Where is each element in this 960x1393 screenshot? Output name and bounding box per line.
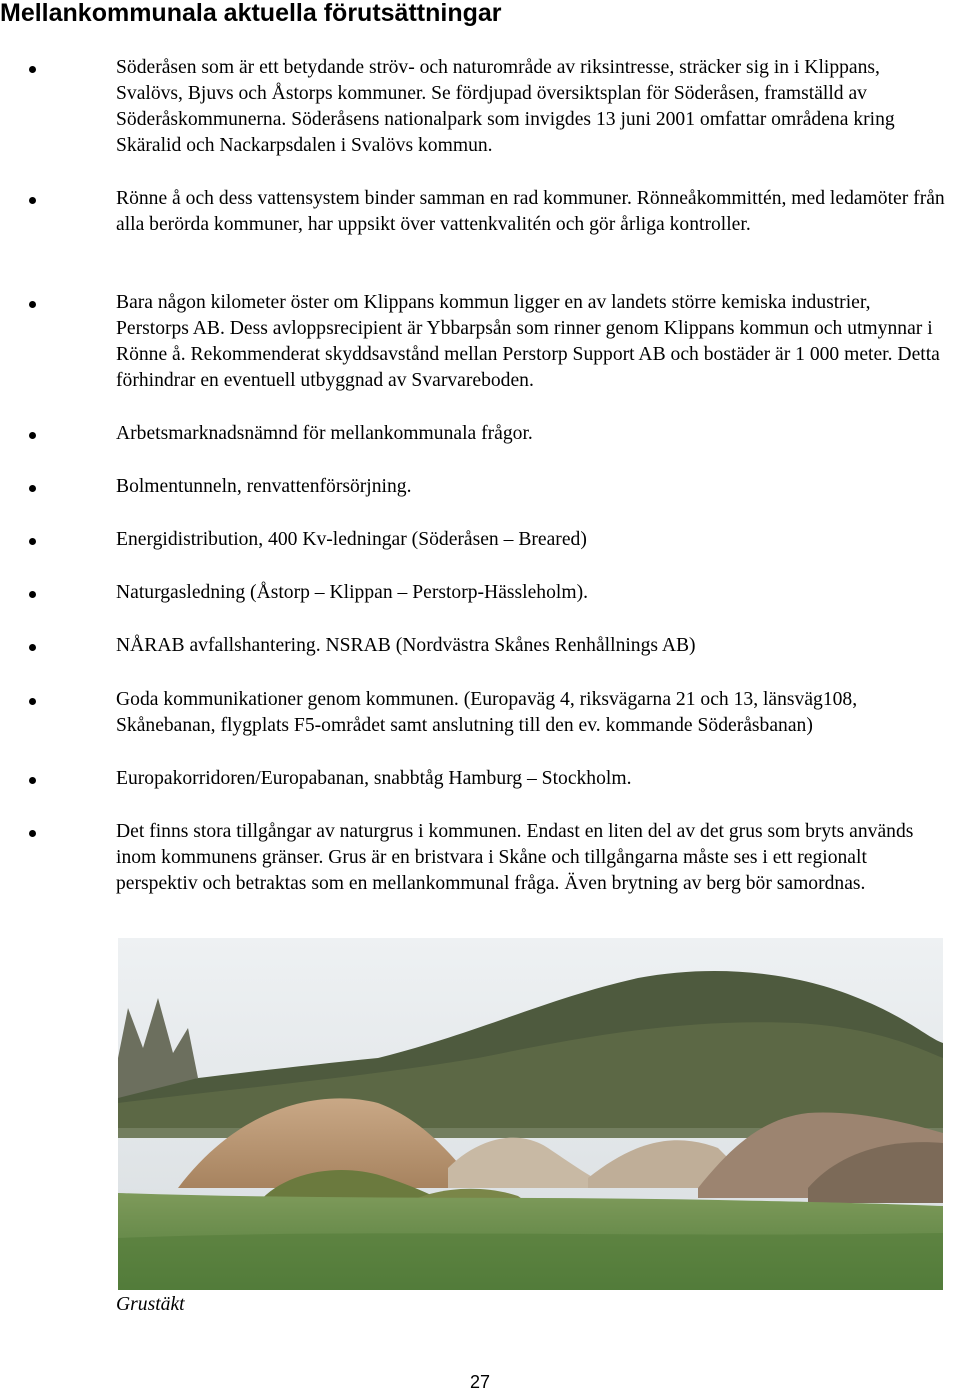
bullet-icon bbox=[29, 830, 36, 837]
bullet-icon bbox=[29, 197, 36, 204]
bullet-text: NÅRAB avfallshantering. NSRAB (Nordvästra Skånes Renhållnings AB) bbox=[116, 635, 696, 656]
bullet-text: Bolmentunneln, renvattenförsörjning. bbox=[116, 476, 412, 497]
bullet-text: Bara någon kilometer öster om Klippans kommun ligger en av landets större kemiska industrier, Perstorps AB. Dess avloppsrecipient är Ybbarpsån som rinner genom Klippans kommun och utmynnar i Rönne å. Rekommenderat skyddsavstånd mellan Perstorp Support AB och bostäder är 1 000 meter. Detta förhindrar en eventuell utbyggnad av Svarvareboden. bbox=[116, 292, 940, 391]
bullet-text: Rönne å och dess vattensystem binder samman en rad kommuner. Rönneåkommittén, med ledamöter från alla berörda kommuner, har uppsikt över vattenkvalitén och gör årliga kontroller. bbox=[116, 188, 945, 235]
photo-caption: Grustäkt bbox=[116, 1294, 185, 1315]
bullet-icon bbox=[29, 485, 36, 492]
bullet-icon bbox=[29, 698, 36, 705]
bullet-text: Naturgasledning (Åstorp – Klippan – Perstorp-Hässleholm). bbox=[116, 582, 588, 603]
bullet-text: Söderåsen som är ett betydande ströv- och naturområde av riksintresse, sträcker sig in i Klippans, Svalövs, Bjuvs och Åstorps kommuner. Se fördjupad översiktsplan för Söderåsen, framställd av Söderåskommunerna. Söderåsens nationalpark som invigdes 13 juni 2001 omfattar områdena kring Skäralid och Nackarpsdalen i Svalövs kommun. bbox=[116, 57, 895, 156]
bullet-icon bbox=[29, 432, 36, 439]
page-title: Mellankommunala aktuella förutsättningar bbox=[0, 0, 502, 27]
bullet-text: Energidistribution, 400 Kv-ledningar (Söderåsen – Breared) bbox=[116, 529, 587, 550]
page-number: 27 bbox=[469, 1372, 491, 1392]
bullet-text: Det finns stora tillgångar av naturgrus i kommunen. Endast en liten del av det grus som bryts används inom kommunens gränser. Grus är en bristvara i Skåne och tillgångarna måste ses i ett regionalt perspektiv och betraktas som en mellankommunal fråga. Även brytning av berg bör samordnas. bbox=[116, 821, 914, 894]
bullet-icon bbox=[29, 538, 36, 545]
gravel-pit-photo bbox=[118, 938, 943, 1290]
bullet-text: Arbetsmarknadsnämnd för mellankommunala frågor. bbox=[116, 423, 533, 444]
bullet-icon bbox=[29, 591, 36, 598]
bullet-icon bbox=[29, 644, 36, 651]
gravel-pit-illustration bbox=[118, 938, 943, 1290]
bullet-icon bbox=[29, 777, 36, 784]
bullet-text: Europakorridoren/Europabanan, snabbtåg Hamburg – Stockholm. bbox=[116, 768, 632, 789]
bullet-text: Goda kommunikationer genom kommunen. (Europaväg 4, riksvägarna 21 och 13, länsväg108, Skånebanan, flygplats F5-området samt anslutning till den ev. kommande Söderåsbanan) bbox=[116, 689, 858, 736]
bullet-icon bbox=[29, 66, 36, 73]
bullet-icon bbox=[29, 301, 36, 308]
